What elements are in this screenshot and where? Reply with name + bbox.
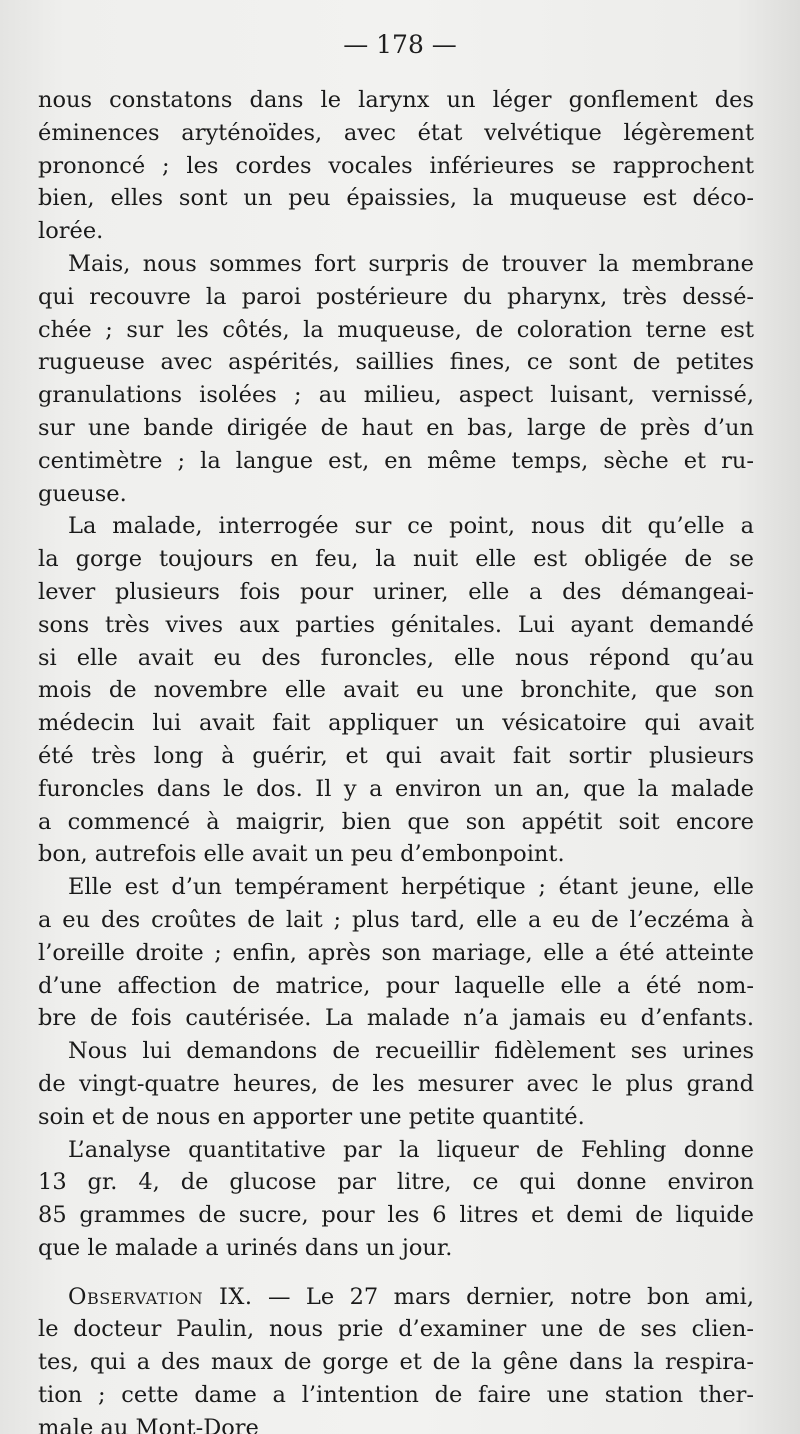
- text-line: bre de fois cautérisée. La malade n’a jamais eu d’enfants.: [38, 1005, 754, 1032]
- text-line: bien, elles sont un peu épaissies, la muqueuse est déco-: [38, 185, 754, 212]
- text-line: lever plusieurs fois pour uriner, elle a des démangeai-: [38, 578, 754, 605]
- page-number: — 178 —: [343, 30, 457, 59]
- text-line: de vingt-quatre heures, de les mesurer avec le plus grand: [38, 1070, 754, 1097]
- text-line: le docteur Paulin, nous prie d’examiner une de ses clien-: [38, 1316, 754, 1343]
- text-line: tes, qui a des maux de gorge et de la gêne dans la respira-: [38, 1349, 754, 1376]
- text-line: soin et de nous en apporter une petite quantité.: [38, 1103, 585, 1130]
- paragraph-2: [38, 248, 754, 510]
- paragraph-4: [38, 871, 754, 1035]
- body-text: [38, 84, 754, 1434]
- text-line: d’une affection de matrice, pour laquelle elle a été nom-: [38, 972, 754, 999]
- text-line: prononcé ; les cordes vocales inférieures se rapprochent: [38, 152, 754, 179]
- text-line: tion ; cette dame a l’intention de faire une station ther-: [38, 1382, 754, 1409]
- text-line: a commencé à maigrir, bien que son appétit soit encore: [38, 808, 754, 835]
- text-line: nous constatons dans le larynx un léger gonflement des: [38, 87, 754, 113]
- text-line: qui recouvre la paroi postérieure du pharynx, très dessé-: [38, 283, 754, 310]
- text-line: gueuse.: [38, 480, 127, 507]
- text-line: L’analyse quantitative par la liqueur de Fehling donne: [68, 1136, 754, 1163]
- text-line: furoncles dans le dos. Il y a environ un an, que la malade: [38, 775, 754, 802]
- section-gap: [38, 1265, 754, 1281]
- text-line: sons très vives aux parties génitales. Lui ayant demandé: [38, 611, 754, 638]
- paragraph-6: [38, 1134, 754, 1265]
- text-line: [38, 1281, 754, 1314]
- text-line: si elle avait eu des furoncles, elle nous répond qu’au: [38, 644, 754, 671]
- paragraph-5: [38, 1035, 754, 1133]
- text-line: la gorge toujours en feu, la nuit elle est obligée de se: [38, 546, 754, 573]
- observation-paragraph: [38, 1281, 754, 1434]
- text-line: que le malade a urinés dans un jour.: [38, 1234, 453, 1261]
- text-line: mois de novembre elle avait eu une bronchite, que son: [38, 677, 754, 704]
- text-line: rugueuse avec aspérités, saillies fines, ce sont de petites: [38, 349, 754, 376]
- text-line: Mais, nous sommes fort surpris de trouver la membrane: [68, 250, 754, 277]
- observation-heading: Observation IX.: [68, 1283, 253, 1310]
- text-line: 85 grammes de sucre, pour les 6 litres et demi de liquide: [38, 1202, 754, 1229]
- text-line: a eu des croûtes de lait ; plus tard, elle a eu de l’eczéma à: [38, 906, 754, 933]
- text-line: centimètre ; la langue est, en même temps, sèche et ru-: [38, 447, 754, 474]
- paragraph-3: [38, 510, 754, 871]
- text-line: granulations isolées ; au milieu, aspect luisant, vernissé,: [38, 382, 754, 409]
- text-line: sur une bande dirigée de haut en bas, large de près d’un: [38, 414, 754, 441]
- text-line: La malade, interrogée sur ce point, nous dit qu’elle a: [68, 513, 754, 540]
- text-line: l’oreille droite ; enfin, après son mariage, elle a été atteinte: [38, 939, 754, 966]
- text-line: éminences aryténoïdes, avec état velvétique légèrement: [38, 119, 754, 146]
- paragraph-1: [38, 84, 754, 248]
- text-line: male au Mont-Dore: [38, 1414, 259, 1434]
- observation-first-line: — Le 27 mars dernier, notre bon ami,: [252, 1283, 754, 1310]
- text-line: bon, autrefois elle avait un peu d’embonpoint.: [38, 841, 565, 868]
- text-line: été très long à guérir, et qui avait fait sortir plusieurs: [38, 742, 754, 769]
- text-line: Elle est d’un tempérament herpétique ; étant jeune, elle: [68, 874, 754, 901]
- text-line: lorée.: [38, 218, 104, 245]
- text-line: médecin lui avait fait appliquer un vésicatoire qui avait: [38, 710, 754, 737]
- text-line: chée ; sur les côtés, la muqueuse, de coloration terne est: [38, 316, 754, 343]
- text-line: Nous lui demandons de recueillir fidèlement ses urines: [68, 1038, 754, 1065]
- text-line: 13 gr. 4, de glucose par litre, ce qui donne environ: [38, 1169, 754, 1196]
